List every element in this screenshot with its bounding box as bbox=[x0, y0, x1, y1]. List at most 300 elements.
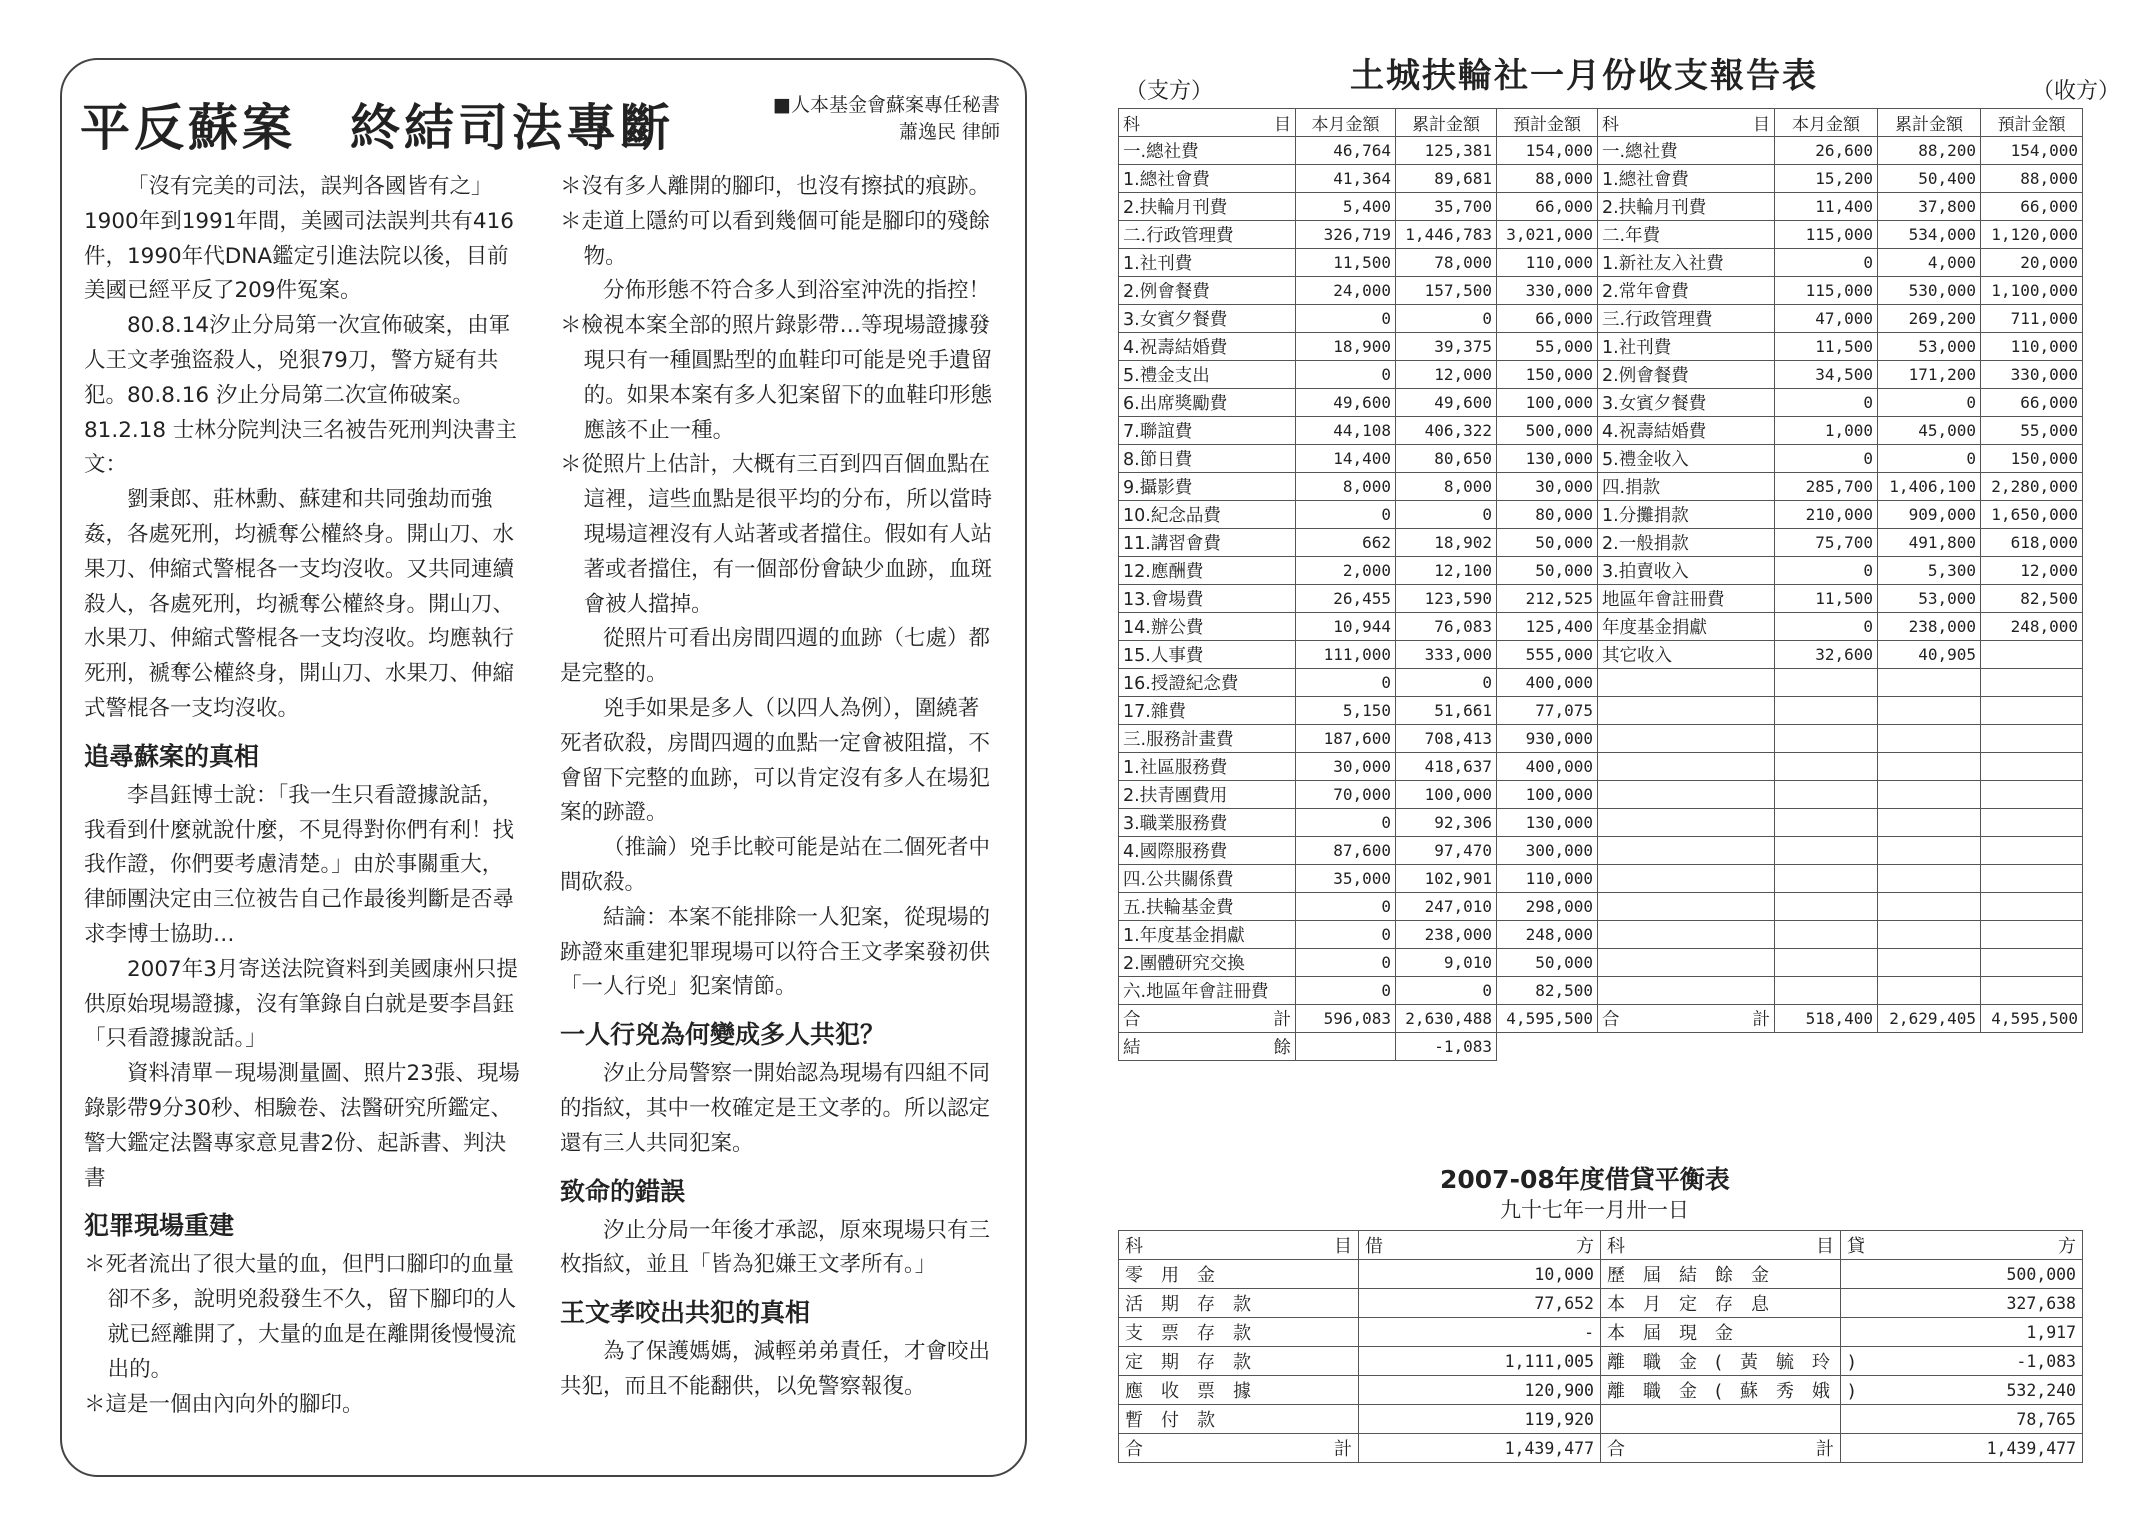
amount-cell: 26,455 bbox=[1296, 585, 1396, 613]
total-amount: 518,400 bbox=[1775, 1005, 1878, 1033]
amount-cell: 150,000 bbox=[1497, 361, 1598, 389]
amount-cell: 150,000 bbox=[1981, 445, 2083, 473]
item-cell bbox=[1598, 753, 1775, 781]
amount-cell: 1,000 bbox=[1775, 417, 1878, 445]
amount-cell: 285,700 bbox=[1775, 473, 1878, 501]
amount-cell: 708,413 bbox=[1396, 725, 1497, 753]
amount-cell: 51,661 bbox=[1396, 697, 1497, 725]
amount-cell bbox=[1981, 837, 2083, 865]
amount-cell bbox=[1775, 949, 1878, 977]
bullet-point: ＊檢視本案全部的照片錄影帶…等現場證據發現只有一種圓點型的血鞋印可能是兇手遺留的。如果本案有多人犯案留下的血鞋印形態應該不止一種。 bbox=[560, 313, 993, 443]
item-cell bbox=[1598, 949, 1775, 977]
amount-cell: 55,000 bbox=[1497, 333, 1598, 361]
amount-cell bbox=[1878, 977, 1981, 1005]
amount-cell: 248,000 bbox=[1981, 613, 2083, 641]
amount-cell bbox=[1981, 893, 2083, 921]
byline-org: ■人本基金會蘇案專任秘書 bbox=[773, 94, 1000, 116]
paragraph: 李昌鈺博士說：「我一生只看證據說話，我看到什麼就說什麼，不見得對你們有利！找我作證，你們要考慮清楚。」由於事關重大，律師團決定由三位被告自己作最後判斷是否尋求李博士協助… bbox=[84, 782, 515, 947]
header-cell: 預計金額 bbox=[1981, 109, 2083, 137]
label-text: 計 bbox=[1816, 1439, 1834, 1460]
label-split bbox=[1607, 1435, 1834, 1461]
item-cell: 1.年度基金捐獻 bbox=[1119, 921, 1296, 949]
amount-cell bbox=[1981, 921, 2083, 949]
amount-cell: 12,000 bbox=[1396, 361, 1497, 389]
byline-author: 蕭逸民 律師 bbox=[898, 121, 1000, 143]
amount-cell: 115,000 bbox=[1775, 277, 1878, 305]
credit-amount: 327,638 bbox=[1841, 1289, 2083, 1318]
amount-cell: 130,000 bbox=[1497, 809, 1598, 837]
amount-cell: 326,719 bbox=[1296, 221, 1396, 249]
item-cell: 13.會場費 bbox=[1119, 585, 1296, 613]
amount-cell: 53,000 bbox=[1878, 585, 1981, 613]
amount-cell: 40,905 bbox=[1878, 641, 1981, 669]
bullet-point: ＊這是一個由內向外的腳印。 bbox=[84, 1391, 364, 1417]
amount-cell: 248,000 bbox=[1497, 921, 1598, 949]
amount-cell: 11,400 bbox=[1775, 193, 1878, 221]
section-heading: 犯罪現場重建 bbox=[84, 1211, 235, 1241]
amount-cell bbox=[1878, 753, 1981, 781]
amount-cell: 66,000 bbox=[1497, 193, 1598, 221]
amount-cell: 80,000 bbox=[1497, 501, 1598, 529]
section-heading: 致命的錯誤 bbox=[560, 1176, 686, 1206]
amount-cell: 110,000 bbox=[1981, 333, 2083, 361]
amount-cell: 37,800 bbox=[1878, 193, 1981, 221]
table-header-row bbox=[1119, 109, 2083, 137]
amount-cell: 11,500 bbox=[1296, 249, 1396, 277]
table-row bbox=[1119, 221, 2083, 249]
amount-cell: 34,500 bbox=[1775, 361, 1878, 389]
amount-cell bbox=[1981, 669, 2083, 697]
header-label: 科 bbox=[1123, 115, 1140, 135]
debit-amount: 119,920 bbox=[1359, 1405, 1601, 1434]
table-row bbox=[1119, 893, 2083, 921]
total-amount: 1,439,477 bbox=[1841, 1434, 2083, 1463]
amount-cell: 35,700 bbox=[1396, 193, 1497, 221]
amount-cell: 534,000 bbox=[1878, 221, 1981, 249]
item-cell bbox=[1598, 725, 1775, 753]
item-cell: 四.公共關係費 bbox=[1119, 865, 1296, 893]
item-cell: 二.年費 bbox=[1598, 221, 1775, 249]
income-expense-table bbox=[1118, 108, 2083, 1061]
label-split bbox=[1123, 1034, 1291, 1059]
label-text: 計 bbox=[1334, 1439, 1352, 1460]
amount-cell: 82,500 bbox=[1497, 977, 1598, 1005]
credit-item: 本月定存息 bbox=[1601, 1289, 1841, 1318]
amount-cell bbox=[1878, 669, 1981, 697]
amount-cell bbox=[1878, 725, 1981, 753]
item-cell: 1.社刊費 bbox=[1598, 333, 1775, 361]
debit-amount: 1,111,005 bbox=[1359, 1347, 1601, 1376]
amount-cell: 111,000 bbox=[1296, 641, 1396, 669]
amount-cell bbox=[1775, 725, 1878, 753]
amount-cell: 0 bbox=[1296, 501, 1396, 529]
header-cell bbox=[1119, 109, 1296, 137]
report-title: 土城扶輪社一月份收支報告表 bbox=[1350, 56, 1818, 96]
header-split bbox=[1123, 110, 1291, 135]
table-row bbox=[1119, 1405, 2083, 1434]
amount-cell: 41,364 bbox=[1296, 165, 1396, 193]
amount-cell: 0 bbox=[1396, 669, 1497, 697]
item-cell: 3.職業服務費 bbox=[1119, 809, 1296, 837]
item-cell: 2.扶青團費用 bbox=[1119, 781, 1296, 809]
header-split bbox=[1602, 110, 1770, 135]
table-row bbox=[1119, 473, 2083, 501]
amount-cell: 0 bbox=[1296, 809, 1396, 837]
table-row bbox=[1119, 361, 2083, 389]
paragraph: 從照片可看出房間四週的血跡（七處）都是完整的。 bbox=[560, 626, 991, 687]
amount-cell: 123,590 bbox=[1396, 585, 1497, 613]
debit-item: 零用金 bbox=[1119, 1260, 1359, 1289]
amount-cell bbox=[1775, 781, 1878, 809]
amount-cell: 238,000 bbox=[1878, 613, 1981, 641]
item-cell bbox=[1598, 669, 1775, 697]
amount-cell: 47,000 bbox=[1775, 305, 1878, 333]
amount-cell: 89,681 bbox=[1396, 165, 1497, 193]
label-text: 結 bbox=[1123, 1038, 1141, 1058]
item-cell: 7.聯誼費 bbox=[1119, 417, 1296, 445]
item-cell: 16.授證紀念費 bbox=[1119, 669, 1296, 697]
item-cell: 5.禮金支出 bbox=[1119, 361, 1296, 389]
header-cell: 本月金額 bbox=[1296, 109, 1396, 137]
header-label: 目 bbox=[1274, 115, 1291, 135]
amount-cell: 110,000 bbox=[1497, 249, 1598, 277]
item-cell: 1.社區服務費 bbox=[1119, 753, 1296, 781]
amount-cell: 14,400 bbox=[1296, 445, 1396, 473]
amount-cell: 418,637 bbox=[1396, 753, 1497, 781]
item-cell bbox=[1598, 781, 1775, 809]
amount-cell: 66,000 bbox=[1981, 193, 2083, 221]
amount-cell: 18,902 bbox=[1396, 529, 1497, 557]
amount-cell: 87,600 bbox=[1296, 837, 1396, 865]
item-cell: 2.扶輪月刊費 bbox=[1119, 193, 1296, 221]
table-row bbox=[1119, 529, 2083, 557]
amount-cell: 10,944 bbox=[1296, 613, 1396, 641]
total-amount: 596,083 bbox=[1296, 1005, 1396, 1033]
label-cell bbox=[1119, 1033, 1296, 1061]
header-split bbox=[1847, 1232, 2076, 1258]
debit-amount: 120,900 bbox=[1359, 1376, 1601, 1405]
bullet-point: ＊沒有多人離開的腳印，也沒有擦拭的痕跡。 bbox=[560, 174, 991, 199]
amount-cell bbox=[1981, 753, 2083, 781]
credit-amount: -1,083 bbox=[1841, 1347, 2083, 1376]
section-heading: 王文孝咬出共犯的真相 bbox=[560, 1298, 811, 1328]
amount-cell: 75,700 bbox=[1775, 529, 1878, 557]
amount-cell bbox=[1981, 781, 2083, 809]
amount-cell: 5,150 bbox=[1296, 697, 1396, 725]
paragraph: 為了保護媽媽，減輕弟弟責任，才會咬出共犯，而且不能翻供，以免警察報復。 bbox=[560, 1339, 991, 1399]
table-row bbox=[1119, 389, 2083, 417]
item-cell: 4.祝壽結婚費 bbox=[1598, 417, 1775, 445]
amount-cell: 88,200 bbox=[1878, 137, 1981, 165]
credit-item: 歷屆結餘金 bbox=[1601, 1260, 1841, 1289]
amount-cell: 49,600 bbox=[1396, 389, 1497, 417]
label-split bbox=[1123, 1006, 1291, 1031]
amount-cell: 110,000 bbox=[1497, 865, 1598, 893]
item-cell: 6.出席獎勵費 bbox=[1119, 389, 1296, 417]
item-cell: 年度基金捐獻 bbox=[1598, 613, 1775, 641]
item-cell: 2.例會餐費 bbox=[1119, 277, 1296, 305]
amount-cell: 0 bbox=[1396, 305, 1497, 333]
label-text: 合 bbox=[1125, 1439, 1143, 1460]
paragraph: （推論）兇手比較可能是站在二個死者中間砍殺。 bbox=[560, 835, 991, 895]
amount-cell bbox=[1878, 921, 1981, 949]
item-cell: 1.分攤捐款 bbox=[1598, 501, 1775, 529]
amount-cell bbox=[1878, 865, 1981, 893]
amount-cell bbox=[1775, 837, 1878, 865]
table-row bbox=[1119, 1347, 2083, 1376]
amount-cell: 157,500 bbox=[1396, 277, 1497, 305]
amount-cell: 32,600 bbox=[1775, 641, 1878, 669]
amount-cell: 100,000 bbox=[1497, 389, 1598, 417]
amount-cell: 1,446,783 bbox=[1396, 221, 1497, 249]
balance-sheet-title: 2007-08年度借貸平衡表 bbox=[1440, 1165, 1730, 1194]
table-row bbox=[1119, 1289, 2083, 1318]
amount-cell bbox=[1878, 781, 1981, 809]
amount-cell: 125,400 bbox=[1497, 613, 1598, 641]
amount-cell: 44,108 bbox=[1296, 417, 1396, 445]
amount-cell: 30,000 bbox=[1296, 753, 1396, 781]
header-cell bbox=[1119, 1231, 1359, 1260]
header-label: 借 bbox=[1365, 1236, 1383, 1257]
amount-cell: 0 bbox=[1775, 613, 1878, 641]
amount-cell: 1,100,000 bbox=[1981, 277, 2083, 305]
debit-item: 應收票據 bbox=[1119, 1376, 1359, 1405]
item-cell: 10.紀念品費 bbox=[1119, 501, 1296, 529]
amount-cell: 92,306 bbox=[1396, 809, 1497, 837]
amount-cell: 30,000 bbox=[1497, 473, 1598, 501]
paragraph: 80.8.14汐止分局第一次宣佈破案，由軍人王文孝強盜殺人，兇狠79刀，警方疑有共犯。80.8.16 汐止分局第二次宣佈破案。81.2.18 士林分院判決三名被告死刑判決書主文： bbox=[84, 313, 517, 478]
amount-cell bbox=[1775, 669, 1878, 697]
item-cell bbox=[1598, 977, 1775, 1005]
amount-cell: 0 bbox=[1296, 977, 1396, 1005]
debit-item: 活期存款 bbox=[1119, 1289, 1359, 1318]
item-cell bbox=[1598, 837, 1775, 865]
item-cell: 9.攝影費 bbox=[1119, 473, 1296, 501]
table-row bbox=[1119, 725, 2083, 753]
amount-cell: 0 bbox=[1878, 389, 1981, 417]
table-row bbox=[1119, 1376, 2083, 1405]
item-cell: 3.拍賣收入 bbox=[1598, 557, 1775, 585]
paragraph: 分佈形態不符合多人到浴室沖洗的指控！ bbox=[603, 278, 991, 304]
header-label: 方 bbox=[1576, 1236, 1594, 1257]
item-cell: 一.總社費 bbox=[1119, 137, 1296, 165]
amount-cell: 11,500 bbox=[1775, 333, 1878, 361]
label-cell bbox=[1119, 1005, 1296, 1033]
amount-cell: 15,200 bbox=[1775, 165, 1878, 193]
article-column-1 bbox=[84, 170, 524, 1422]
item-cell: 2.團體研究交換 bbox=[1119, 949, 1296, 977]
label-text: 合 bbox=[1607, 1439, 1625, 1460]
amount-cell bbox=[1981, 641, 2083, 669]
amount-cell: 0 bbox=[1775, 557, 1878, 585]
item-cell: 五.扶輪基金費 bbox=[1119, 893, 1296, 921]
table-row bbox=[1119, 585, 2083, 613]
amount-cell: 0 bbox=[1396, 501, 1497, 529]
item-cell: 二.行政管理費 bbox=[1119, 221, 1296, 249]
amount-cell: 53,000 bbox=[1878, 333, 1981, 361]
table-row bbox=[1119, 501, 2083, 529]
paragraph: 2007年3月寄送法院資料到美國康州只提供原始現場證據，沒有筆錄自白就是要李昌鈺「只看證據說話。」 bbox=[84, 956, 518, 1052]
amount-cell: 46,764 bbox=[1296, 137, 1396, 165]
income-label: （收方） bbox=[2032, 79, 2121, 104]
table-row bbox=[1119, 921, 2083, 949]
article-byline bbox=[715, 92, 1000, 146]
amount-cell: 88,000 bbox=[1981, 165, 2083, 193]
header-label: 方 bbox=[2058, 1236, 2076, 1257]
amount-cell: 618,000 bbox=[1981, 529, 2083, 557]
table-row bbox=[1119, 641, 2083, 669]
table-row bbox=[1119, 417, 2083, 445]
amount-cell bbox=[1878, 809, 1981, 837]
amount-cell: 66,000 bbox=[1497, 305, 1598, 333]
item-cell: 8.節日費 bbox=[1119, 445, 1296, 473]
table-row bbox=[1119, 445, 2083, 473]
credit-item: 本屆現金 bbox=[1601, 1318, 1841, 1347]
amount-cell: 130,000 bbox=[1497, 445, 1598, 473]
total-amount: 1,439,477 bbox=[1359, 1434, 1601, 1463]
amount-cell: 0 bbox=[1296, 305, 1396, 333]
article-title: 平反蘇案 終結司法專斷 bbox=[80, 98, 674, 157]
amount-cell bbox=[1775, 865, 1878, 893]
item-cell: 4.祝壽結婚費 bbox=[1119, 333, 1296, 361]
item-cell bbox=[1598, 893, 1775, 921]
amount-cell bbox=[1981, 809, 2083, 837]
amount-cell: 0 bbox=[1296, 361, 1396, 389]
amount-cell: 78,000 bbox=[1396, 249, 1497, 277]
item-cell: 一.總社費 bbox=[1598, 137, 1775, 165]
bullet-point: ＊死者流出了很大量的血，但門口腳印的血量卻不多，說明兇殺發生不久，留下腳印的人就已經離開了，大量的血是在離開後慢慢流出的。 bbox=[84, 1252, 517, 1382]
item-cell: 三.行政管理費 bbox=[1598, 305, 1775, 333]
amount-cell: 711,000 bbox=[1981, 305, 2083, 333]
amount-cell bbox=[1878, 837, 1981, 865]
table-row bbox=[1119, 333, 2083, 361]
debit-amount: 77,652 bbox=[1359, 1289, 1601, 1318]
table-row bbox=[1119, 165, 2083, 193]
amount-cell: 80,650 bbox=[1396, 445, 1497, 473]
item-cell: 3.女賓夕餐費 bbox=[1119, 305, 1296, 333]
expense-label: （支方） bbox=[1125, 79, 1214, 104]
paragraph: 資料清單－現場測量圖、照片23張、現場錄影帶9分30秒、相驗卷、法醫研究所鑑定、警大鑑定法醫專家意見書2份、起訴書、判決書 bbox=[84, 1061, 520, 1191]
section-heading: 一人行兇為何變成多人共犯？ bbox=[560, 1020, 886, 1050]
amount-cell: 4,000 bbox=[1878, 249, 1981, 277]
item-cell: 2.一般捐款 bbox=[1598, 529, 1775, 557]
total-amount: 2,629,405 bbox=[1878, 1005, 1981, 1033]
amount-cell bbox=[1981, 977, 2083, 1005]
bullet-point: ＊走道上隱約可以看到幾個可能是腳印的殘餘物。 bbox=[560, 208, 991, 269]
amount-cell: 298,000 bbox=[1497, 893, 1598, 921]
amount-cell: 530,000 bbox=[1878, 277, 1981, 305]
label-text: 計 bbox=[1273, 1010, 1291, 1030]
amount-cell: 50,000 bbox=[1497, 557, 1598, 585]
amount-cell: 238,000 bbox=[1396, 921, 1497, 949]
amount-cell: 500,000 bbox=[1497, 417, 1598, 445]
item-cell: 5.禮金收入 bbox=[1598, 445, 1775, 473]
table-row bbox=[1119, 1318, 2083, 1347]
header-cell: 預計金額 bbox=[1497, 109, 1598, 137]
item-cell bbox=[1598, 809, 1775, 837]
header-label: 目 bbox=[1334, 1236, 1352, 1257]
amount-cell bbox=[1775, 977, 1878, 1005]
credit-amount: 78,765 bbox=[1841, 1405, 2083, 1434]
amount-cell: 49,600 bbox=[1296, 389, 1396, 417]
amount-cell bbox=[1878, 949, 1981, 977]
amount-cell: 66,000 bbox=[1981, 389, 2083, 417]
amount-cell: 12,000 bbox=[1981, 557, 2083, 585]
amount-cell: 0 bbox=[1296, 669, 1396, 697]
amount-cell bbox=[1775, 697, 1878, 725]
amount-cell: 8,000 bbox=[1396, 473, 1497, 501]
table-row bbox=[1119, 305, 2083, 333]
amount-cell: 97,470 bbox=[1396, 837, 1497, 865]
item-cell: 其它收入 bbox=[1598, 641, 1775, 669]
item-cell: 2.扶輪月刊費 bbox=[1598, 193, 1775, 221]
table-row bbox=[1119, 669, 2083, 697]
amount-cell: 70,000 bbox=[1296, 781, 1396, 809]
amount-cell: 26,600 bbox=[1775, 137, 1878, 165]
amount-cell: 154,000 bbox=[1981, 137, 2083, 165]
label-cell bbox=[1601, 1434, 1841, 1463]
amount-cell: 330,000 bbox=[1497, 277, 1598, 305]
label-text: 計 bbox=[1752, 1010, 1770, 1030]
amount-cell: 55,000 bbox=[1981, 417, 2083, 445]
label-text: 合 bbox=[1123, 1010, 1141, 1030]
amount-cell bbox=[1981, 949, 2083, 977]
balance-row bbox=[1119, 1033, 2083, 1061]
section-heading: 追尋蘇案的真相 bbox=[84, 741, 260, 771]
debit-amount: 10,000 bbox=[1359, 1260, 1601, 1289]
amount-cell bbox=[1981, 725, 2083, 753]
amount-cell: 115,000 bbox=[1775, 221, 1878, 249]
amount-cell: 330,000 bbox=[1981, 361, 2083, 389]
amount-cell: 0 bbox=[1296, 893, 1396, 921]
amount-cell: 154,000 bbox=[1497, 137, 1598, 165]
article-column-2 bbox=[560, 170, 1000, 1405]
amount-cell: 100,000 bbox=[1396, 781, 1497, 809]
amount-cell: 100,000 bbox=[1497, 781, 1598, 809]
amount-cell: 400,000 bbox=[1497, 753, 1598, 781]
empty-cell bbox=[1296, 1033, 1396, 1061]
header-label: 科 bbox=[1125, 1236, 1143, 1257]
item-cell: 15.人事費 bbox=[1119, 641, 1296, 669]
amount-cell: 45,000 bbox=[1878, 417, 1981, 445]
amount-cell: 50,000 bbox=[1497, 529, 1598, 557]
paragraph: 「沒有完美的司法，誤判各國皆有之」1900年到1991年間，美國司法誤判共有416件，1990年代DNA鑑定引進法院以後，目前美國已經平反了209件冤案。 bbox=[84, 174, 514, 304]
item-cell: 1.總社會費 bbox=[1598, 165, 1775, 193]
bullet-point: ＊從照片上估計，大概有三百到四百個血點在這裡，這些血點是很平均的分布，所以當時現場這裡沒有人站著或者擋住。假如有人站著或者擋住，有一個部份會缺少血跡，血斑會被人擋掉。 bbox=[560, 452, 993, 617]
header-label: 目 bbox=[1816, 1236, 1834, 1257]
amount-cell: 8,000 bbox=[1296, 473, 1396, 501]
amount-cell: 0 bbox=[1775, 445, 1878, 473]
label-cell bbox=[1598, 1005, 1775, 1033]
table-row bbox=[1119, 613, 2083, 641]
item-cell: 四.捐款 bbox=[1598, 473, 1775, 501]
header-split bbox=[1125, 1232, 1352, 1258]
credit-amount: 500,000 bbox=[1841, 1260, 2083, 1289]
amount-cell bbox=[1775, 809, 1878, 837]
label-text: 合 bbox=[1602, 1010, 1620, 1030]
debit-item: 支票存款 bbox=[1119, 1318, 1359, 1347]
table-row bbox=[1119, 1260, 2083, 1289]
amount-cell: 2,280,000 bbox=[1981, 473, 2083, 501]
header-cell bbox=[1598, 109, 1775, 137]
amount-cell bbox=[1878, 697, 1981, 725]
amount-cell: 491,800 bbox=[1878, 529, 1981, 557]
label-split bbox=[1125, 1435, 1352, 1461]
item-cell bbox=[1598, 697, 1775, 725]
header-label: 科 bbox=[1602, 115, 1619, 135]
paragraph: 結論：本案不能排除一人犯案，從現場的跡證來重建犯罪現場可以符合王文孝案發初供「一人行兇」犯案情節。 bbox=[560, 904, 991, 1000]
amount-cell: 39,375 bbox=[1396, 333, 1497, 361]
